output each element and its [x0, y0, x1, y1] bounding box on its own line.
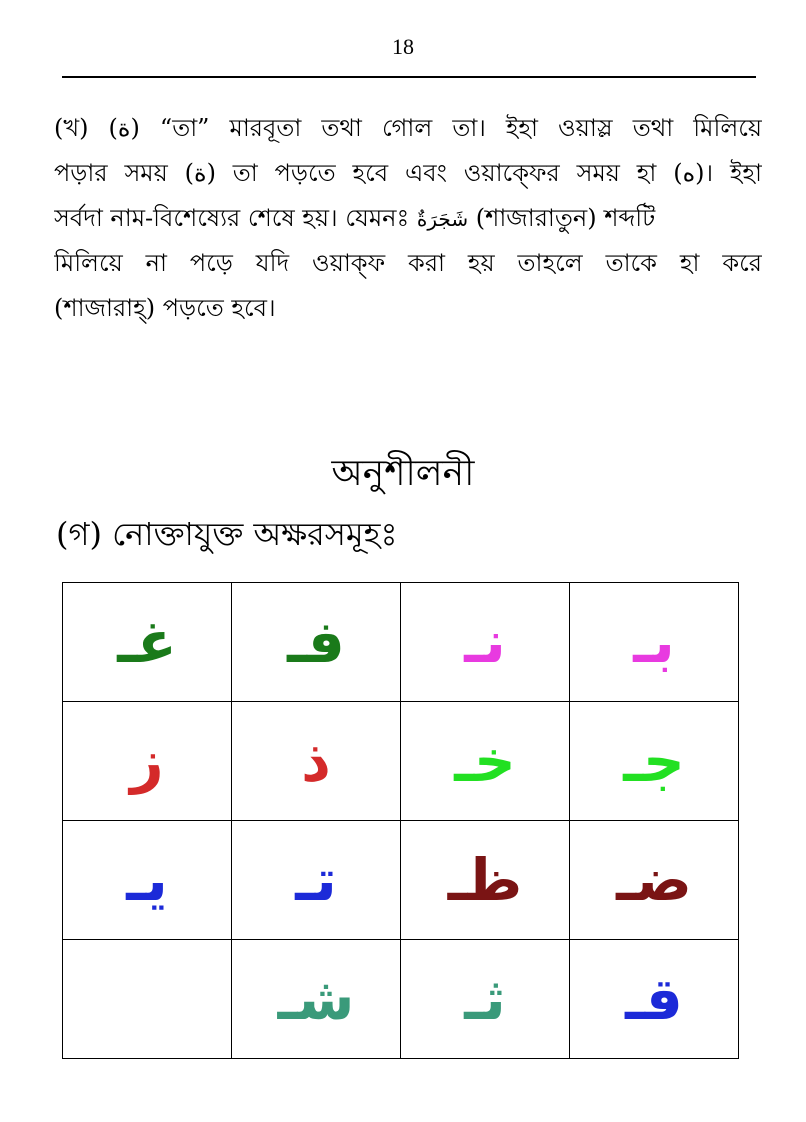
letter-dad: ضـ [616, 846, 692, 914]
letter-cell [570, 821, 739, 940]
letter-cell [401, 821, 570, 940]
letter-cell [570, 583, 739, 702]
letter-cell [63, 702, 232, 821]
letters-row [63, 702, 739, 821]
letters-row [63, 940, 739, 1059]
letter-ba: بـ [633, 608, 675, 676]
letter-kha: خـ [454, 727, 516, 795]
letter-jim: جـ [623, 727, 685, 795]
arabic-example-word: شَجَرَةٌ [416, 207, 469, 231]
letter-shin: شـ [277, 965, 355, 1033]
letter-nun: نـ [464, 608, 506, 676]
letters-row [63, 583, 739, 702]
letter-tha: ثـ [464, 965, 506, 1033]
section-heading: (গ) নোক্তাযুক্ত অক্ষরসমূহঃ [56, 515, 398, 553]
letters-table [62, 582, 739, 1059]
letter-cell [570, 940, 739, 1059]
letter-ya: يـ [126, 846, 168, 914]
page-number: 18 [392, 34, 414, 59]
paragraph-line-2: পড়ার সময় (ة) তা পড়তে হবে এবং ওয়াক্ফের সময় হা (ه)। ইহা [54, 159, 762, 187]
letter-cell [63, 821, 232, 940]
letter-zha: ظـ [447, 846, 523, 914]
paragraph-line-3-tail: (শাজারাতুন) শব্দটি [475, 204, 656, 232]
header-divider [62, 76, 756, 78]
letter-qaf: قـ [625, 965, 683, 1033]
letter-dhal: ذ [301, 727, 331, 795]
letter-zay: ز [130, 727, 164, 795]
letter-cell [232, 821, 401, 940]
explanation-paragraph [54, 106, 762, 331]
letter-fa: فـ [287, 608, 345, 676]
paragraph-line-4: মিলিয়ে না পড়ে যদি ওয়াক্ফ করা হয় তাহলে তাকে হা করে [54, 249, 762, 277]
letter-ta: تـ [295, 846, 337, 914]
exercise-title: অনুশীলনী [331, 453, 475, 494]
letter-cell [401, 583, 570, 702]
letter-cell [570, 702, 739, 821]
letter-cell [63, 940, 232, 1059]
letter-cell [401, 702, 570, 821]
letter-cell [232, 940, 401, 1059]
paragraph-line-3 [54, 196, 762, 241]
paragraph-line-1: (খ) (ة) “তা” মারবূতা তথা গোল তা। ইহা ওয়াস্ল তথা মিলিয়ে [54, 114, 762, 142]
letter-cell [401, 940, 570, 1059]
letter-cell [232, 583, 401, 702]
letter-cell [63, 583, 232, 702]
letters-row [63, 821, 739, 940]
paragraph-line-3-text: সর্বদা নাম-বিশেষ্যের শেষে হয়। যেমনঃ [54, 204, 410, 232]
letter-cell [232, 702, 401, 821]
letter-ghain: غـ [117, 608, 177, 676]
letters-table-body [63, 583, 739, 1059]
paragraph-line-5: (শাজারাহ্) পড়তে হবে। [54, 294, 276, 322]
